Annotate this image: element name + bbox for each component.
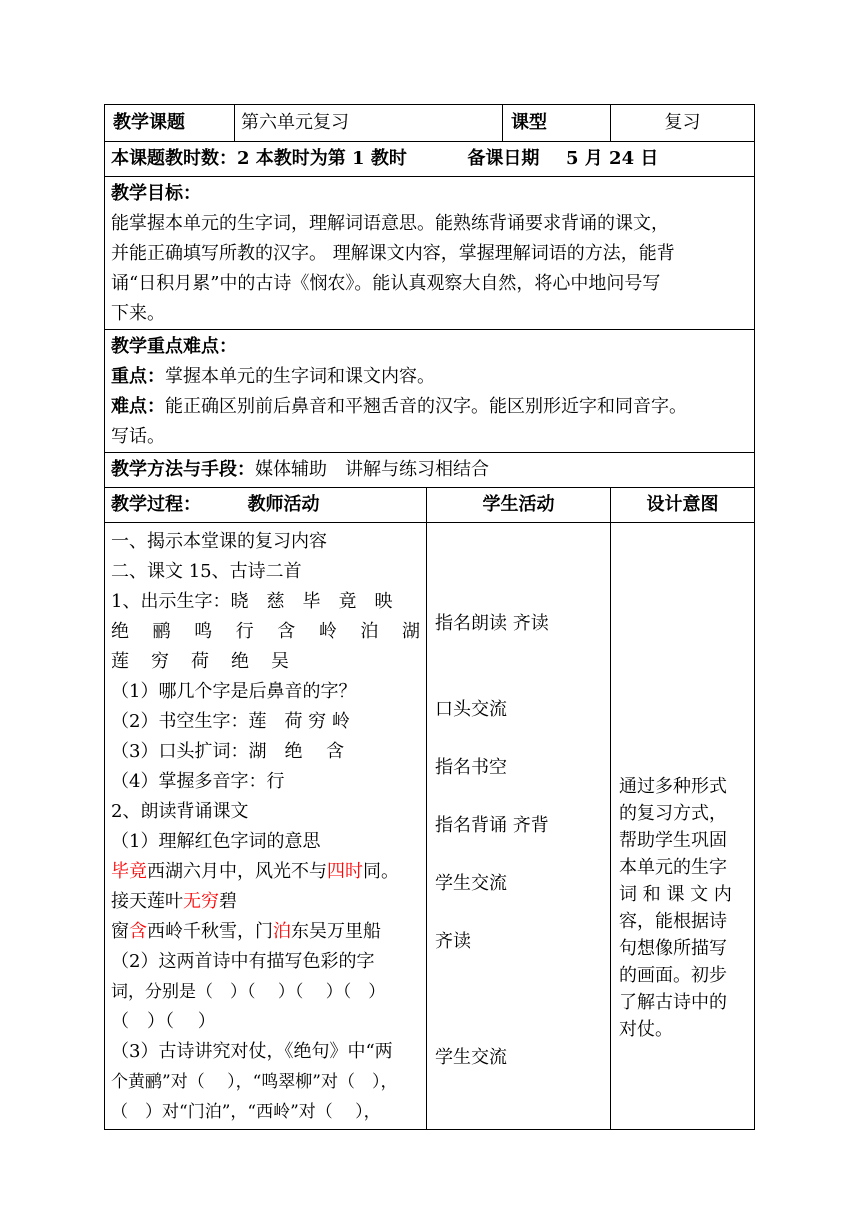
teacher-step: 1、出示生字：晓 慈 毕 竟 映 [111,591,393,612]
design-intent-header: 设计意图 [611,488,755,523]
type-value: 复习 [611,105,755,142]
methods-row [105,453,755,488]
poem-text: 碧 [219,891,237,912]
character: 穷 [151,651,169,672]
teacher-question: （ ）（ ） [111,1011,216,1032]
character: 荷 [191,651,209,672]
key-label: 重点： [111,366,165,387]
difficulty-text: 能正确区别前后鼻音和平翘舌音的汉字。能区别形近字和同音字。 [165,396,687,417]
student-activity: 学生交流 [435,873,507,894]
methods-label: 教学方法与手段： [111,459,255,480]
highlight-word: 含 [129,921,147,942]
header-row [105,105,755,142]
poem-text: 接天莲叶 [111,891,183,912]
keypoints-row [105,330,755,453]
character: 鸣 [194,621,213,642]
hours-row [105,142,755,177]
poem-text: 东吴万里船 [291,921,381,942]
intent-line: 了解古诗中的 [619,992,727,1013]
goals-row [105,177,755,330]
character: 绝 [111,621,129,642]
teacher-question: （1）理解红色字词的意思 [111,831,321,852]
intent-line: 通过多种形式 [619,776,727,797]
goals-line: 诵“日积月累”中的古诗《悯农》。能认真观察大自然，将心中地问号写 [111,273,661,294]
process-header-row [105,488,755,523]
teacher-question: （4）掌握多音字：行 [111,771,285,792]
goals-title: 教学目标： [111,183,201,204]
teacher-question: （ ）对“门泊”，“西岭”对（ ）， [111,1102,381,1122]
character: 行 [235,621,254,642]
character: 莲 [111,651,129,672]
teacher-question: 词，分别是（ ）（ ）（ ）（ ） [111,982,386,1002]
character: 吴 [271,651,289,672]
highlight-word: 无穷 [183,891,219,912]
difficulty-text-cont: 写话。 [111,426,165,447]
intent-line: 对仗。 [619,1019,673,1040]
intent-line: 的复习方式， [619,803,727,824]
intent-line: 词 和 课 文 内 [619,884,732,905]
intent-line: 的画面。初步 [619,965,727,986]
highlight-word: 四时 [327,861,363,882]
keypoints-title: 教学重点难点： [111,336,237,357]
goals-line: 并能正确填写所教的汉字。 理解课文内容，掌握理解词语的方法，能背 [111,243,675,264]
teacher-question: （1）哪几个字是后鼻音的字？ [111,681,357,702]
new-characters-row [111,617,420,647]
student-activity: 指名背诵 齐背 [435,815,549,836]
poem-text: 西湖六月中，风光不与 [147,861,327,882]
poem-line [111,887,420,917]
topic-label: 教学课题 [105,105,235,142]
intent-line: 帮助学生巩固 [619,830,727,851]
student-activity: 指名朗读 齐读 [435,613,549,634]
teacher-question: 个黄鹂”对（ ），“鸣翠柳”对（ ）， [111,1072,398,1092]
goals-line: 能掌握本单元的生字词，理解词语意思。能熟练背诵要求背诵的课文， [111,213,669,234]
teacher-step: 一、揭示本堂课的复习内容 [111,531,327,552]
character: 岭 [318,621,337,642]
teacher-question: （2）这两首诗中有描写色彩的字 [111,951,375,972]
teacher-step: 二、课文 15、古诗二首 [111,561,302,582]
date-value: 5 月 24 日 [565,148,659,169]
lesson-plan-table [104,104,755,1130]
character: 含 [277,621,296,642]
design-intent-cell [611,523,755,1130]
methods-text: 媒体辅助 讲解与练习相结合 [255,459,489,480]
student-activity: 口头交流 [435,699,507,720]
topic-value: 第六单元复习 [235,105,503,142]
student-activity: 指名书空 [435,757,507,778]
process-label: 教学过程： [111,494,201,515]
character: 湖 [401,621,420,642]
date-label: 备课日期 [467,148,540,169]
type-label: 课型 [503,105,611,142]
intent-line: 句想像所描写 [619,938,727,959]
difficulty-label: 难点： [111,396,165,417]
highlight-word: 毕竟 [111,861,147,882]
student-activity-cell [427,523,611,1130]
intent-line: 容，能根据诗 [619,911,727,932]
hours-text: 本课题教时数：2 本教时为第 1 教时 [111,148,407,169]
poem-text: 同。 [363,861,399,882]
new-characters-row [111,647,420,677]
character: 泊 [360,621,379,642]
poem-text: 窗 [111,921,129,942]
key-text: 掌握本单元的生字词和课文内容。 [165,366,435,387]
poem-line [111,917,420,947]
teacher-activity-header: 教师活动 [247,494,320,515]
goals-line: 下来。 [111,303,165,324]
student-activity: 学生交流 [435,1047,507,1068]
teacher-question: （3）口头扩词：湖 绝 含 [111,741,345,762]
teacher-question: （3）古诗讲究对仗，《绝句》中“两 [111,1041,393,1062]
teacher-question: （2）书空生字：莲 荷 穷 岭 [111,711,350,732]
student-activity: 齐读 [435,931,471,952]
process-body-row [105,523,755,1130]
teacher-step: 2、朗读背诵课文 [111,801,249,822]
character: 绝 [231,651,249,672]
student-activity-header: 学生活动 [427,488,611,523]
character: 鹂 [152,621,171,642]
highlight-word: 泊 [273,921,291,942]
poem-text: 西岭千秋雪，门 [147,921,273,942]
intent-line: 本单元的生字 [619,857,727,878]
poem-line [111,857,420,887]
